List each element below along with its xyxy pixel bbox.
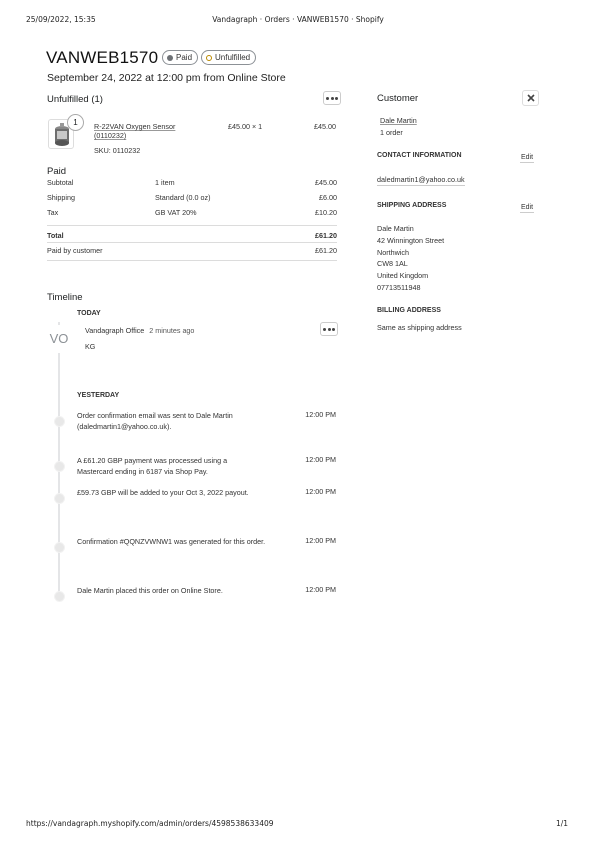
timeline-event-text [77, 455, 297, 477]
payment-summary [47, 177, 337, 261]
status-dot-icon [167, 55, 173, 61]
remove-customer-button[interactable] [522, 90, 539, 106]
contact-info-title: CONTACT INFORMATION [377, 152, 462, 159]
product-sku: SKU: 0110232 [94, 146, 141, 155]
address-line: United Kingdom [377, 271, 429, 281]
event-line: £59.73 GBP will be added to your Oct 3, 2022 payout. [77, 488, 249, 497]
customer-order-count: 1 order [380, 128, 403, 137]
payment-row-detail: 1 item [155, 178, 175, 187]
address-line: Dale Martin [377, 224, 414, 233]
quantity-badge: 1 [67, 114, 84, 131]
timeline-event-time: 12:00 PM [305, 455, 336, 464]
shipping-address [377, 223, 444, 294]
billing-address-text: Same as shipping address [377, 323, 462, 332]
payment-row [47, 192, 337, 207]
customer-name-link[interactable]: Dale Martin [380, 116, 417, 125]
timeline-dot-icon [54, 461, 65, 472]
order-title: VANWEB1570 [46, 48, 159, 67]
divider [47, 260, 337, 261]
timeline-dot-icon [54, 591, 65, 602]
comment-author: Vandagraph Office [85, 326, 145, 335]
paid-title: Paid [47, 166, 67, 177]
address-line: Northwich [377, 247, 409, 257]
timeline-event-text [77, 585, 297, 596]
event-line: A £61.20 GBP payment was processed using a [77, 456, 228, 465]
edit-contact-button[interactable]: Edit [521, 154, 534, 161]
status-ring-icon [206, 55, 212, 61]
timeline-line [58, 322, 60, 594]
payment-status-badge [162, 50, 198, 65]
more-dot-icon [331, 97, 334, 100]
timeline-event-time: 12:00 PM [305, 410, 336, 419]
more-dot-icon [328, 328, 331, 331]
comment-header [85, 326, 194, 335]
payment-row-label: Shipping [47, 193, 75, 202]
more-dot-icon [332, 328, 335, 331]
address-phone: 07713511948 [377, 282, 421, 292]
product-name-link[interactable] [94, 122, 175, 140]
comment-text: KG [85, 342, 96, 351]
timeline-event-text [77, 487, 297, 498]
payment-row [47, 207, 337, 222]
product-unit-price: £45.00 × 1 [228, 122, 263, 131]
payment-row-label: Tax [47, 208, 59, 217]
event-line: Order confirmation email was sent to Dale Martin [77, 411, 233, 420]
payment-row-detail: GB VAT 20% [155, 208, 197, 217]
customer-title: Customer [377, 93, 419, 104]
timeline-dot-icon [54, 416, 65, 427]
more-actions-button[interactable] [323, 91, 341, 105]
fulfillment-status-badge [201, 50, 256, 65]
timeline-dot-icon [54, 542, 65, 553]
timeline-title: Timeline [47, 292, 83, 303]
payment-row-amount: £45.00 [315, 178, 337, 187]
payment-status-label: Paid [176, 53, 193, 62]
timeline-event-time: 12:00 PM [305, 585, 336, 594]
order-subtitle: September 24, 2022 at 12:00 pm from Online Store [47, 72, 286, 84]
more-dot-icon [335, 97, 338, 100]
comment-time: 2 minutes ago [149, 326, 195, 335]
timeline-event-time: 12:00 PM [305, 487, 336, 496]
print-datetime: 25/09/2022, 15:35 [26, 15, 96, 24]
timeline-event-text [77, 536, 297, 547]
yesterday-label: YESTERDAY [77, 392, 120, 399]
payment-row-amount: £6.00 [319, 193, 337, 202]
more-dot-icon [323, 328, 326, 331]
billing-address-title: BILLING ADDRESS [377, 307, 441, 314]
paid-by-row [47, 243, 337, 257]
product-name-line2: (0110232) [94, 131, 127, 140]
payment-row [47, 177, 337, 192]
payment-row-detail: Standard (0.0 oz) [155, 193, 211, 202]
comment-more-button[interactable] [320, 322, 338, 336]
total-row [47, 228, 337, 242]
product-line-total: £45.00 [314, 122, 336, 131]
more-dot-icon [326, 97, 329, 100]
event-line: Confirmation #QQNZVWNW1 was generated for this order. [77, 537, 266, 546]
payment-row-amount: £10.20 [315, 208, 337, 217]
print-page-title: Vandagraph · Orders · VANWEB1570 · Shopify [212, 15, 384, 24]
customer-email[interactable]: daledmartin1@yahoo.co.uk [377, 175, 465, 184]
payment-row-label: Subtotal [47, 178, 74, 187]
paid-by-amount: £61.20 [315, 246, 337, 255]
today-label: TODAY [77, 310, 101, 317]
timeline-event-time: 12:00 PM [305, 536, 336, 545]
total-label: Total [47, 231, 64, 240]
avatar: VO [44, 325, 74, 353]
timeline-dot-icon [54, 493, 65, 504]
event-line: (daledmartin1@yahoo.co.uk). [77, 422, 172, 431]
edit-shipping-button[interactable]: Edit [521, 204, 534, 211]
event-line: Mastercard ending in 6187 via Shop Pay. [77, 467, 208, 476]
total-amount: £61.20 [315, 231, 337, 240]
print-url: https://vandagraph.myshopify.com/admin/orders/4598538633409 [26, 819, 274, 828]
paid-by-label: Paid by customer [47, 246, 103, 255]
product-name-line1: R-22VAN Oxygen Sensor [94, 122, 176, 131]
unfulfilled-title: Unfulfilled (1) [47, 94, 103, 105]
close-icon [527, 94, 535, 102]
address-line: CW8 1AL [377, 259, 408, 269]
print-page-number: 1/1 [556, 819, 569, 828]
divider [47, 225, 337, 226]
timeline-event-text [77, 410, 297, 432]
address-line: 42 Winnington Street [377, 235, 445, 245]
fulfillment-status-label: Unfulfilled [215, 53, 251, 62]
event-line: Dale Martin placed this order on Online Store. [77, 586, 223, 595]
shipping-address-title: SHIPPING ADDRESS [377, 202, 447, 209]
